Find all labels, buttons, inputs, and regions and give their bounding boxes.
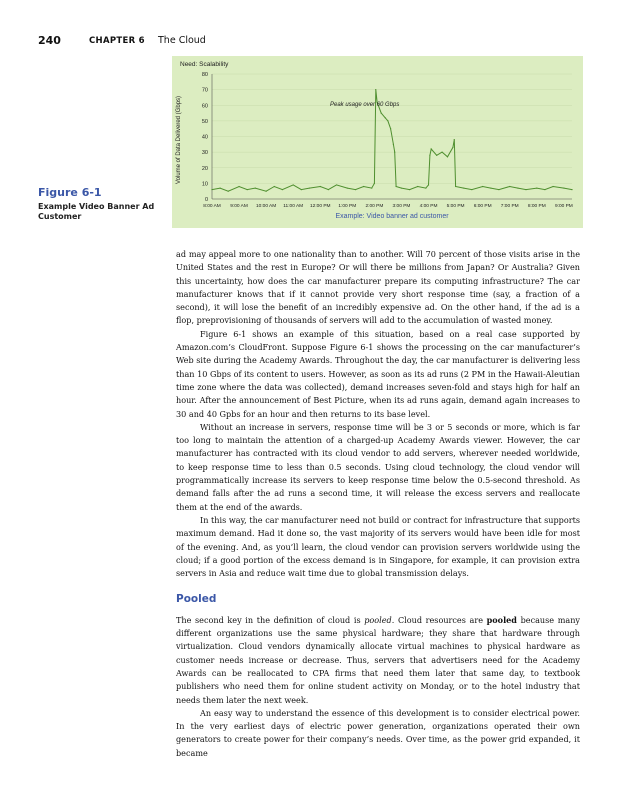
pooled-emphasis: pooled [364,614,392,625]
data-point [447,156,448,157]
data-point [328,189,329,190]
data-point [385,117,386,118]
x-tick-label: 8:00 AM [203,204,221,209]
data-point [409,189,410,190]
data-point [436,155,437,156]
data-point [454,139,455,140]
data-point [552,186,553,187]
x-tick-label: 2:00 PM [365,204,384,209]
y-tick-label: 30 [201,150,208,157]
data-point [536,187,537,188]
x-tick-label: 5:00 PM [446,204,465,209]
pooled-paragraph-2: An easy way to understand the essence of this development is to consider electrical power. In the very earliest days of electric power generation, organizations operated their own generators to create power for their company’s needs. Over time, as the power grid expanded, it became [176,707,580,758]
data-point [390,128,391,129]
pooled-text-b: . Cloud resources are [391,614,487,625]
peak-annotation: Peak usage over 60 Gbps [330,102,400,108]
paragraph-4: In this way, the car manufacturer need not build or contract for infrastructure that supports maximum demand. Had it done so, the vast majority of its servers would have been idle for most of the evening. And, as you’ll learn, the cloud vendor can provision servers worldwide using the cloud; if a good portion of the excess demand is in Singapore, for example, it can provision extra servers in Asia and reduce wait time due to global transmission delays. [176,514,580,579]
data-point [309,187,310,188]
figure-label [38,186,168,222]
y-tick-labels [202,72,208,203]
page-number: 240 [38,34,61,47]
pooled-paragraph-1 [176,614,580,707]
x-tick-label: 1:00 PM [338,204,357,209]
x-tick-label: 7:00 PM [500,204,519,209]
paragraph-3: Without an increase in servers, response time will be 3 or 5 seconds or more, which is far too long to maintain the attention of a charged-up Academy Awards viewer. However, the car manufacturer has contracted with its cloud vendor to add servers, wherever needed worldwide, to keep response time to less than 0.5 seconds. Using cloud technology, the cloud vendor will programmatically increase its servers to keep response time below the 0.5-second threshold. As demand falls after the ad runs a second time, it will release the excess servers and reallocate them at the end of the awards. [176,421,580,512]
paragraph-2: Figure 6-1 shows an example of this situation, based on a real case supported by Amazon.com’s CloudFront. Suppose Figure 6-1 shows the processing on the car manufacturer’s Web site during the Academy Awards. Throughout the day, the car manufacturer is delivering less than 10 Gbps of its content to users. However, as soon as its ad runs (2 PM in the Hawaii-Aleutian time zone where the data was collected), demand increases seven-fold and stays high for half an hour. After the announcement of Best Picture, when its ad runs again, demand again increases to 30 and 40 Gpbs for an hour and then returns to its base level. [176,328,580,419]
data-point [220,187,221,188]
x-tick-label: 12:00 PM [309,204,331,209]
data-point [293,184,294,185]
data-point [517,187,518,188]
y-tick-label: 50 [201,118,208,125]
pooled-text-a: The second key in the definition of cloud is [176,614,365,625]
y-axis-label: Volume of Data Delivered (Gbps) [176,95,182,185]
y-tick-label: 20 [201,165,208,172]
data-point [428,184,429,185]
data-point [395,186,396,187]
y-tick-label: 70 [201,87,208,94]
data-point [498,189,499,190]
data-point [509,186,510,187]
data-point [228,191,229,192]
x-tick-label: 9:00 PM [554,204,573,209]
data-point [417,186,418,187]
body-text [176,248,580,760]
data-point [211,189,212,190]
x-tick-label: 4:00 PM [419,204,438,209]
data-point [255,187,256,188]
data-point [320,186,321,187]
data-point [482,186,483,187]
data-point [282,189,283,190]
data-point [301,189,302,190]
data-point [471,189,472,190]
y-tick-label: 10 [201,181,208,188]
data-point [393,144,394,145]
data-point [571,189,572,190]
y-tick-label: 80 [201,72,208,78]
data-point [371,187,372,188]
data-point [425,187,426,188]
data-point [247,189,248,190]
data-point [375,89,376,90]
data-point [544,189,545,190]
x-tick-label: 6:00 PM [473,204,492,209]
data-point [441,152,442,153]
data-point [452,147,453,148]
data-point [374,183,375,184]
x-tick-label: 10:00 AM [255,204,277,209]
chapter-label: CHAPTER 6 [89,36,145,46]
section-heading: Pooled [176,593,217,606]
running-header [38,34,206,47]
chapter-title: The Cloud [158,35,206,46]
data-point [431,148,432,149]
x-tick-label: 9:00 AM [230,204,248,209]
x-tick-label: 3:00 PM [392,204,411,209]
pooled-key-term: pooled [486,614,517,625]
y-tick-label: 0 [204,197,208,203]
data-point [525,189,526,190]
x-tick-label: 8:00 PM [527,204,546,209]
x-tick-label: 11:00 AM [283,204,304,209]
data-point [429,155,430,156]
y-tick-label: 40 [201,134,208,141]
chart-title: Need: Scalability [180,61,229,68]
data-point [463,187,464,188]
data-point [347,187,348,188]
pooled-text-c: because many different organizations use the same physical hardware; they share that hardware through virtualization. Cloud vendors dynamically allocate virtual machines to physical hardware as customer needs increase or decrease. Thus, servers that advertisers need for the Academy Awards can be reallocated to CPA firms that need them later that same day, to textbook publishers who need them for online student activity on Monday, or to the hotel industry that needs them later the next week. [176,614,581,705]
scalability-chart [172,56,583,228]
data-point [394,152,395,153]
paragraph-1: ad may appeal more to one nationality than to another. Will 70 percent of those visits arise in the United States and the rest in Europe? Or will there be millions from Japan? Or Australia? Given this uncertainty, how does the car manufacturer prepare its computing infrastructure? The car manufacturer knows that if it cannot provide very short response time (say, a fraction of a second), it will lose the benefit of an incredibly expensive ad. On the other hand, if the ad is a flop, preprovisioning of thousands of servers will add to the accumulation of wasted money. [176,249,580,326]
data-point [355,189,356,190]
data-point [363,186,364,187]
data-point [274,186,275,187]
data-point [455,186,456,187]
data-point [336,184,337,185]
x-axis-label: Example: Video banner ad customer [335,213,449,220]
data-point [387,120,388,121]
figure-number: Figure 6-1 [38,186,102,199]
data-point [381,112,382,113]
y-tick-label: 60 [201,103,208,110]
chart-background [172,56,583,228]
data-point [490,187,491,188]
data-point [401,187,402,188]
data-point [238,186,239,187]
figure-caption: Example Video Banner Ad Customer [38,202,155,221]
data-point [266,191,267,192]
data-point [563,187,564,188]
